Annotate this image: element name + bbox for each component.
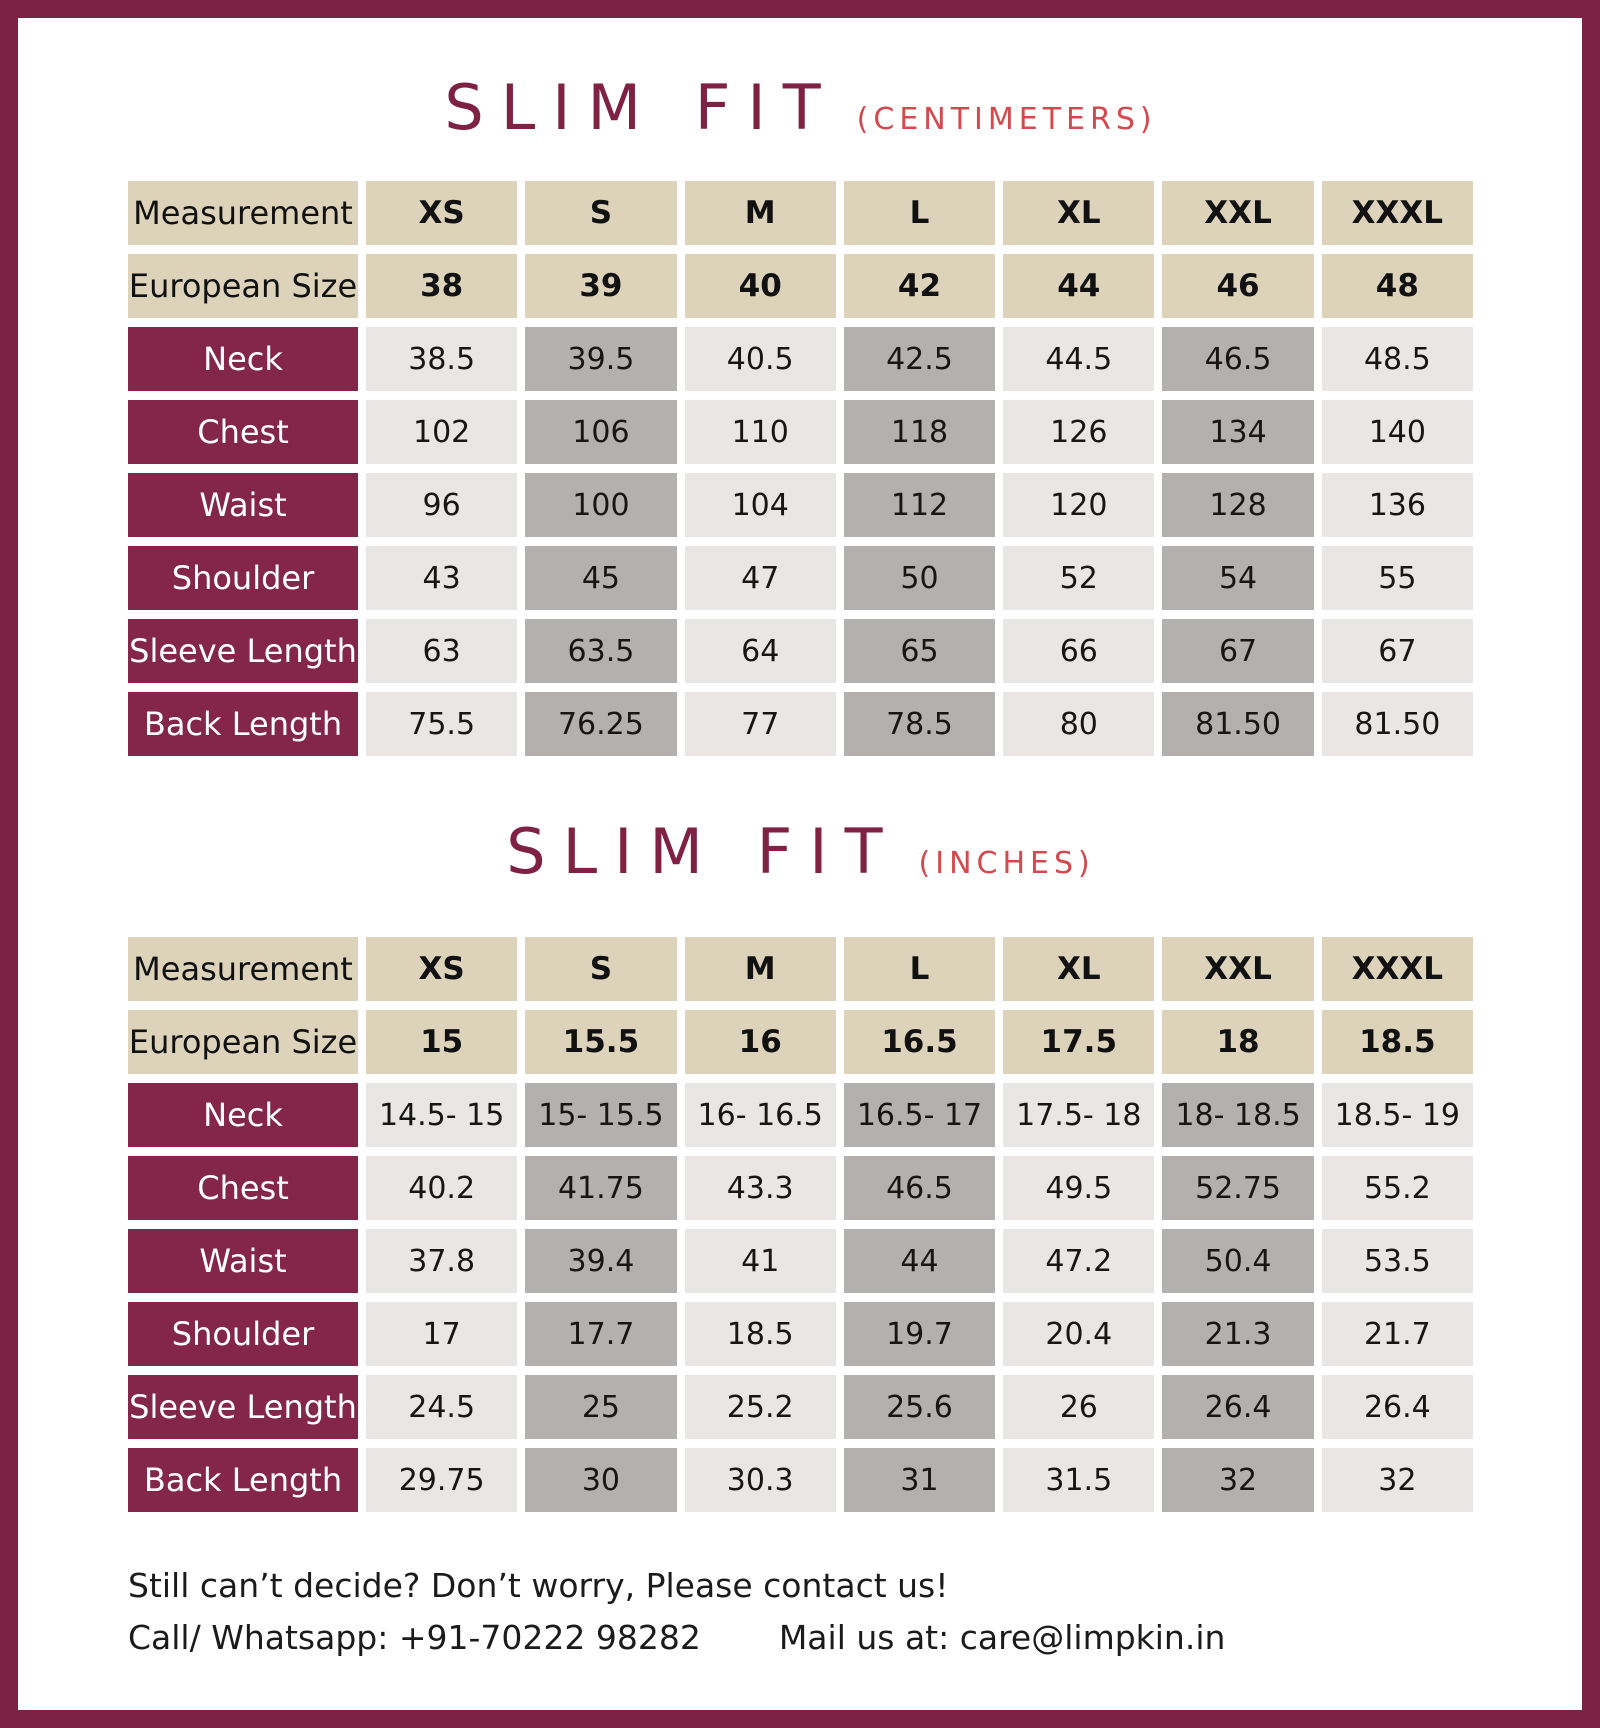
title-unit-centimeters: (CENTIMETERS) bbox=[856, 102, 1157, 137]
measurement-value-cell: 48.5 bbox=[1322, 327, 1473, 391]
european-size-value: 16.5 bbox=[844, 1010, 995, 1074]
size-chart-content bbox=[18, 18, 1582, 1664]
measurement-value-cell: 55 bbox=[1322, 546, 1473, 610]
measurement-value-cell: 17.5- 18 bbox=[1003, 1083, 1154, 1147]
measurement-value-cell: 44.5 bbox=[1003, 327, 1154, 391]
measurement-value-cell: 75.5 bbox=[366, 692, 517, 756]
measurement-value-cell: 96 bbox=[366, 473, 517, 537]
size-column-header: XS bbox=[366, 181, 517, 245]
contact-email-text: Mail us at: care@limpkin.in bbox=[778, 1618, 1226, 1657]
measurement-value-cell: 25.6 bbox=[844, 1375, 995, 1439]
size-column-header: L bbox=[844, 937, 995, 1001]
measurement-value-cell: 32 bbox=[1162, 1448, 1313, 1512]
title-slim-fit-in: SLIM FIT bbox=[506, 815, 900, 888]
size-column-header: XXXL bbox=[1322, 937, 1473, 1001]
measurement-value-cell: 18- 18.5 bbox=[1162, 1083, 1313, 1147]
measurement-value-cell: 20.4 bbox=[1003, 1302, 1154, 1366]
measurement-value-cell: 45 bbox=[525, 546, 676, 610]
size-column-header: XL bbox=[1003, 181, 1154, 245]
measurement-value-cell: 21.3 bbox=[1162, 1302, 1313, 1366]
measurement-value-cell: 40.2 bbox=[366, 1156, 517, 1220]
measurement-value-cell: 25.2 bbox=[685, 1375, 836, 1439]
measurement-value-cell: 65 bbox=[844, 619, 995, 683]
measurement-value-cell: 52 bbox=[1003, 546, 1154, 610]
measurement-column-header: Measurement bbox=[128, 937, 358, 1001]
title-inches bbox=[128, 814, 1473, 889]
european-size-value: 48 bbox=[1322, 254, 1473, 318]
measurement-value-cell: 30 bbox=[525, 1448, 676, 1512]
measurement-value-cell: 24.5 bbox=[366, 1375, 517, 1439]
measurement-value-cell: 47 bbox=[685, 546, 836, 610]
measurement-value-cell: 110 bbox=[685, 400, 836, 464]
size-column-header: M bbox=[685, 181, 836, 245]
european-size-value: 40 bbox=[685, 254, 836, 318]
european-size-value: 18.5 bbox=[1322, 1010, 1473, 1074]
measurement-value-cell: 50 bbox=[844, 546, 995, 610]
measurement-value-cell: 26.4 bbox=[1322, 1375, 1473, 1439]
measurement-value-cell: 39.4 bbox=[525, 1229, 676, 1293]
measurement-value-cell: 67 bbox=[1162, 619, 1313, 683]
measurement-value-cell: 50.4 bbox=[1162, 1229, 1313, 1293]
measurement-row-label: Sleeve Length bbox=[128, 619, 358, 683]
measurement-value-cell: 112 bbox=[844, 473, 995, 537]
size-table-centimeters bbox=[128, 181, 1473, 756]
measurement-value-cell: 53.5 bbox=[1322, 1229, 1473, 1293]
measurement-value-cell: 46.5 bbox=[1162, 327, 1313, 391]
measurement-row-label: Neck bbox=[128, 327, 358, 391]
measurement-value-cell: 40.5 bbox=[685, 327, 836, 391]
measurement-row-label: Chest bbox=[128, 400, 358, 464]
size-column-header: S bbox=[525, 181, 676, 245]
measurement-value-cell: 118 bbox=[844, 400, 995, 464]
measurement-value-cell: 38.5 bbox=[366, 327, 517, 391]
european-size-value: 15.5 bbox=[525, 1010, 676, 1074]
european-size-value: 15 bbox=[366, 1010, 517, 1074]
measurement-value-cell: 46.5 bbox=[844, 1156, 995, 1220]
size-column-header: L bbox=[844, 181, 995, 245]
european-size-value: 42 bbox=[844, 254, 995, 318]
measurement-value-cell: 136 bbox=[1322, 473, 1473, 537]
measurement-value-cell: 78.5 bbox=[844, 692, 995, 756]
measurement-row-label: Shoulder bbox=[128, 1302, 358, 1366]
measurement-value-cell: 128 bbox=[1162, 473, 1313, 537]
measurement-value-cell: 14.5- 15 bbox=[366, 1083, 517, 1147]
measurement-row-label: Sleeve Length bbox=[128, 1375, 358, 1439]
size-column-header: XXL bbox=[1162, 937, 1313, 1001]
european-size-row-label: European Size bbox=[128, 1010, 358, 1074]
measurement-value-cell: 100 bbox=[525, 473, 676, 537]
size-column-header: S bbox=[525, 937, 676, 1001]
measurement-value-cell: 39.5 bbox=[525, 327, 676, 391]
measurement-value-cell: 126 bbox=[1003, 400, 1154, 464]
measurement-value-cell: 29.75 bbox=[366, 1448, 517, 1512]
measurement-value-cell: 43 bbox=[366, 546, 517, 610]
title-unit-inches: (INCHES) bbox=[918, 846, 1095, 881]
size-column-header: XXXL bbox=[1322, 181, 1473, 245]
measurement-value-cell: 44 bbox=[844, 1229, 995, 1293]
measurement-value-cell: 63.5 bbox=[525, 619, 676, 683]
contact-prompt-text: Still can’t decide? Don’t worry, Please contact us! bbox=[128, 1566, 949, 1605]
measurement-row-label: Neck bbox=[128, 1083, 358, 1147]
size-table-inches bbox=[128, 937, 1473, 1512]
measurement-value-cell: 31 bbox=[844, 1448, 995, 1512]
measurement-row-label: Waist bbox=[128, 473, 358, 537]
european-size-value: 39 bbox=[525, 254, 676, 318]
measurement-value-cell: 120 bbox=[1003, 473, 1154, 537]
measurement-value-cell: 32 bbox=[1322, 1448, 1473, 1512]
measurement-value-cell: 104 bbox=[685, 473, 836, 537]
measurement-value-cell: 102 bbox=[366, 400, 517, 464]
measurement-value-cell: 15- 15.5 bbox=[525, 1083, 676, 1147]
measurement-value-cell: 41 bbox=[685, 1229, 836, 1293]
european-size-value: 16 bbox=[685, 1010, 836, 1074]
measurement-value-cell: 31.5 bbox=[1003, 1448, 1154, 1512]
contact-footer bbox=[128, 1560, 1582, 1664]
measurement-value-cell: 63 bbox=[366, 619, 517, 683]
measurement-value-cell: 41.75 bbox=[525, 1156, 676, 1220]
measurement-value-cell: 16.5- 17 bbox=[844, 1083, 995, 1147]
measurement-value-cell: 134 bbox=[1162, 400, 1313, 464]
measurement-value-cell: 26 bbox=[1003, 1375, 1154, 1439]
measurement-value-cell: 140 bbox=[1322, 400, 1473, 464]
contact-phone-text: Call/ Whatsapp: +91-70222 98282 bbox=[128, 1618, 701, 1657]
measurement-value-cell: 17 bbox=[366, 1302, 517, 1366]
measurement-value-cell: 18.5- 19 bbox=[1322, 1083, 1473, 1147]
european-size-value: 17.5 bbox=[1003, 1010, 1154, 1074]
measurement-value-cell: 67 bbox=[1322, 619, 1473, 683]
measurement-value-cell: 21.7 bbox=[1322, 1302, 1473, 1366]
european-size-row-label: European Size bbox=[128, 254, 358, 318]
measurement-value-cell: 80 bbox=[1003, 692, 1154, 756]
size-column-header: XL bbox=[1003, 937, 1154, 1001]
title-centimeters bbox=[128, 70, 1473, 145]
measurement-value-cell: 54 bbox=[1162, 546, 1313, 610]
european-size-value: 38 bbox=[366, 254, 517, 318]
measurement-value-cell: 42.5 bbox=[844, 327, 995, 391]
measurement-value-cell: 26.4 bbox=[1162, 1375, 1313, 1439]
measurement-value-cell: 19.7 bbox=[844, 1302, 995, 1366]
measurement-value-cell: 52.75 bbox=[1162, 1156, 1313, 1220]
measurement-value-cell: 25 bbox=[525, 1375, 676, 1439]
contact-details bbox=[128, 1612, 1582, 1664]
size-column-header: M bbox=[685, 937, 836, 1001]
size-column-header: XS bbox=[366, 937, 517, 1001]
measurement-row-label: Chest bbox=[128, 1156, 358, 1220]
size-column-header: XXL bbox=[1162, 181, 1313, 245]
measurement-value-cell: 81.50 bbox=[1162, 692, 1313, 756]
measurement-value-cell: 81.50 bbox=[1322, 692, 1473, 756]
measurement-value-cell: 30.3 bbox=[685, 1448, 836, 1512]
measurement-value-cell: 47.2 bbox=[1003, 1229, 1154, 1293]
european-size-value: 44 bbox=[1003, 254, 1154, 318]
measurement-value-cell: 18.5 bbox=[685, 1302, 836, 1366]
measurement-value-cell: 43.3 bbox=[685, 1156, 836, 1220]
measurement-value-cell: 106 bbox=[525, 400, 676, 464]
measurement-row-label: Shoulder bbox=[128, 546, 358, 610]
measurement-value-cell: 66 bbox=[1003, 619, 1154, 683]
measurement-row-label: Waist bbox=[128, 1229, 358, 1293]
measurement-value-cell: 77 bbox=[685, 692, 836, 756]
measurement-value-cell: 37.8 bbox=[366, 1229, 517, 1293]
measurement-value-cell: 76.25 bbox=[525, 692, 676, 756]
measurement-value-cell: 16- 16.5 bbox=[685, 1083, 836, 1147]
measurement-value-cell: 17.7 bbox=[525, 1302, 676, 1366]
european-size-value: 46 bbox=[1162, 254, 1313, 318]
measurement-value-cell: 55.2 bbox=[1322, 1156, 1473, 1220]
title-slim-fit-cm: SLIM FIT bbox=[444, 71, 838, 144]
measurement-row-label: Back Length bbox=[128, 692, 358, 756]
measurement-column-header: Measurement bbox=[128, 181, 358, 245]
measurement-value-cell: 64 bbox=[685, 619, 836, 683]
european-size-value: 18 bbox=[1162, 1010, 1313, 1074]
measurement-row-label: Back Length bbox=[128, 1448, 358, 1512]
measurement-value-cell: 49.5 bbox=[1003, 1156, 1154, 1220]
